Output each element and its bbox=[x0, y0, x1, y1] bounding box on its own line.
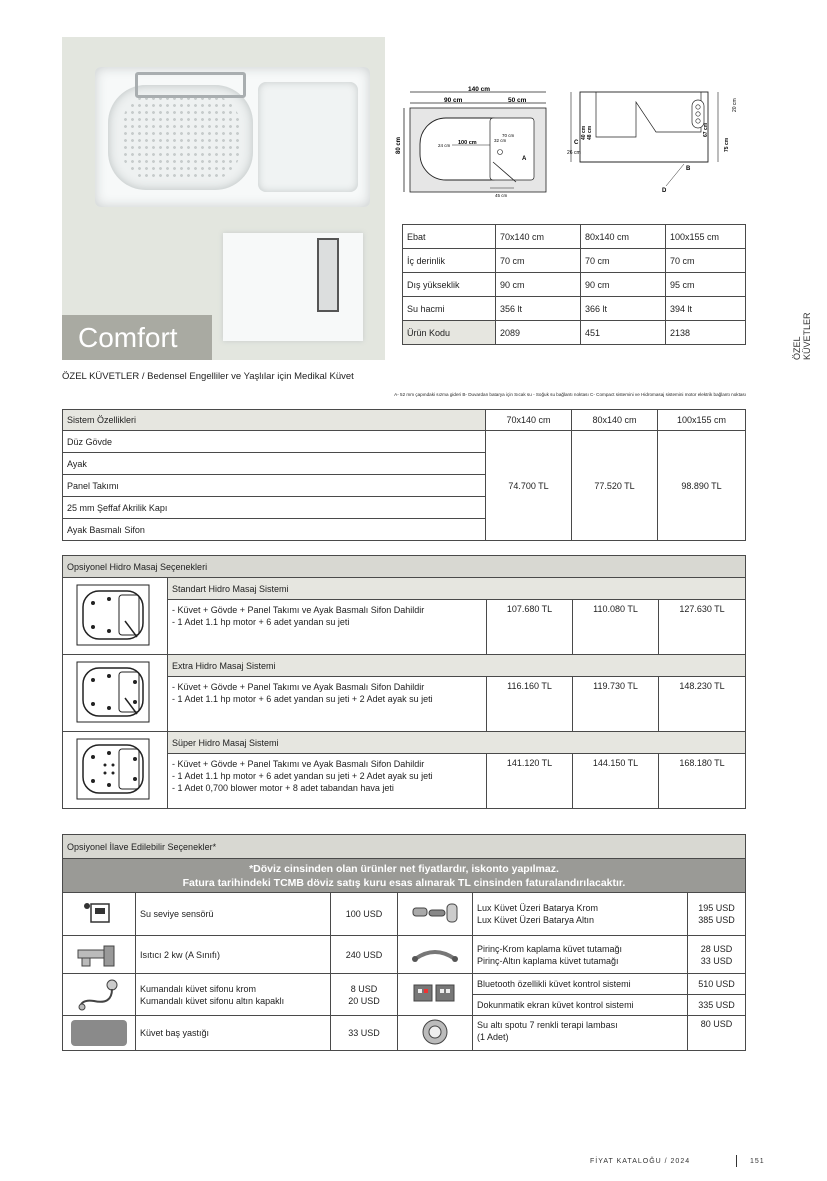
dim-100: 100 cm bbox=[458, 140, 477, 146]
water-level-sensor-icon bbox=[79, 898, 119, 928]
dim-75: 75 cm bbox=[724, 137, 730, 152]
bathtub-handle-icon bbox=[409, 941, 461, 967]
dim-67: 67 cm bbox=[703, 122, 709, 137]
dim-45: 45 cm bbox=[495, 193, 508, 198]
table-row: Kumandalı küvet sifonu krom Kumandalı küvet sifonu altın kapaklı 8 USD 20 USD Bluetooth özellikli küvet kontrol sistemi 510 USD bbox=[63, 974, 746, 995]
table-row: Isıtıcı 2 kw (A Sınıfı) 240 USD Pirinç-Krom kaplama küvet tutamağı Pirinç-Altın kaplama küvet tutamağı 28 USD 33 USD bbox=[63, 936, 746, 974]
footer-divider bbox=[736, 1155, 737, 1167]
bath-faucet-icon bbox=[409, 898, 461, 928]
hydro-extra-diagram-icon bbox=[65, 658, 161, 726]
hydro-massage-table bbox=[62, 555, 746, 809]
section-header-row: Opsiyonel Hidro Masaj Seçenekleri bbox=[63, 556, 746, 578]
hydro-super-image bbox=[63, 732, 168, 809]
letter-a: A bbox=[522, 156, 527, 162]
footnote: A- 52 mm çapındaki sızma gideri B- Duvardan batarya için Sıcak su - Soğuk su bağlantı noktası C- Compact sistemini ve Hidromasaj sistemini motor elektrik bağlantı noktası bbox=[394, 392, 746, 397]
table-row: Küvet baş yastığı 33 USD Su altı spotu 7 renkli terapi lambası (1 Adet) 80 USD bbox=[63, 1016, 746, 1051]
system-features-table bbox=[62, 409, 746, 541]
side-view-drawing bbox=[566, 82, 746, 200]
top-view-drawing bbox=[398, 82, 566, 200]
spec-row: İç derinlik 70 cm 70 cm 70 cm bbox=[403, 249, 746, 273]
handrail bbox=[135, 72, 246, 98]
table-header-row: Sistem Özellikleri 70x140 cm 80x140 cm 100x155 cm bbox=[63, 410, 746, 431]
dim-80: 80 cm bbox=[396, 136, 402, 154]
price-80x140: 77.520 TL bbox=[572, 431, 658, 541]
spec-row: Su hacmi 356 lt 366 lt 394 lt bbox=[403, 297, 746, 321]
spec-row: Ürün Kodu 2089 451 2138 bbox=[403, 321, 746, 345]
price-100x155: 98.890 TL bbox=[658, 431, 746, 541]
product-name: Comfort bbox=[62, 315, 212, 360]
dim-32: 32 cm bbox=[494, 138, 507, 143]
dim-40-side: 40 cm bbox=[581, 125, 587, 140]
category-side-label: ÖZEL KÜVETLER bbox=[792, 312, 812, 360]
table-row: Ayak Basmalı Sifon bbox=[63, 519, 746, 541]
dim-24: 24 cm bbox=[438, 143, 451, 148]
hydro-option-title-row: Standart Hidro Masaj Sistemi bbox=[63, 578, 746, 600]
hydro-option-title-row: Süper Hidro Masaj Sistemi bbox=[63, 732, 746, 754]
page-number: 151 bbox=[750, 1158, 765, 1165]
page-subtitle: ÖZEL KÜVETLER / Bedensel Engelliler ve Yaşlılar için Medikal Küvet bbox=[62, 371, 354, 382]
table-row: Ayak bbox=[63, 453, 746, 475]
section-header-row: Opsiyonel İlave Edilebilir Seçenekler* bbox=[63, 835, 746, 859]
hydro-option-detail-row: - Küvet + Gövde + Panel Takımı ve Ayak Basmalı Sifon Dahildir - 1 Adet 1.1 hp motor + 6 adet yandan su jeti 107.680 TL 110.080 TL 127.630 TL bbox=[63, 600, 746, 655]
spec-table bbox=[402, 224, 746, 345]
control-panel-icon bbox=[408, 979, 462, 1009]
currency-note-row: *Döviz cinsinden olan ürünler net fiyatlardır, iskonto yapılmaz. Fatura tarihindeki TCMB döviz satış kuru esas alınarak TL cinsinden faturalandırılacaktır. bbox=[63, 859, 746, 893]
hydro-option-detail-row: - Küvet + Gövde + Panel Takımı ve Ayak Basmalı Sifon Dahildir - 1 Adet 1.1 hp motor + 6 adet yandan su jeti + 2 Adet ayak su jeti 116.160 TL 119.730 TL 148.230 TL bbox=[63, 677, 746, 732]
dim-50: 50 cm bbox=[508, 97, 527, 104]
table-row: Düz Gövde 74.700 TL 77.520 TL 98.890 TL bbox=[63, 431, 746, 453]
hydro-standard-diagram-icon bbox=[65, 581, 161, 649]
table-row: Panel Takımı bbox=[63, 475, 746, 497]
hydro-option-detail-row: - Küvet + Gövde + Panel Takımı ve Ayak Basmalı Sifon Dahildir - 1 Adet 1.1 hp motor + 6 adet yandan su jeti + 2 Adet ayak su jeti - 1 Adet 0,700 blower motor + 8 adet tabandan hava jeti 141.120 TL 144.150 TL 168.180 TL bbox=[63, 754, 746, 809]
drain-siphon-icon bbox=[74, 977, 124, 1011]
hydro-standard-image bbox=[63, 578, 168, 655]
table-row: 25 mm Şeffaf Akrilik Kapı bbox=[63, 497, 746, 519]
letter-c: C bbox=[574, 140, 579, 146]
underwater-spotlight-icon bbox=[415, 1017, 455, 1047]
anti-slip-pattern bbox=[122, 95, 240, 180]
hydro-option-title-row: Extra Hidro Masaj Sistemi bbox=[63, 655, 746, 677]
spec-row: Dış yükseklik 90 cm 90 cm 95 cm bbox=[403, 273, 746, 297]
bathtub-seat bbox=[258, 82, 358, 192]
dim-140: 140 cm bbox=[468, 86, 491, 93]
price-70x140: 74.700 TL bbox=[486, 431, 572, 541]
headrest-icon bbox=[71, 1020, 127, 1046]
bathtub-side-view-image bbox=[223, 233, 363, 341]
letter-b: B bbox=[686, 166, 691, 172]
dim-90: 90 cm bbox=[444, 97, 463, 104]
dim-48: 48 cm bbox=[587, 125, 593, 140]
dim-70: 70 cm bbox=[502, 133, 515, 138]
bathtub-door bbox=[317, 238, 339, 312]
hydro-super-diagram-icon bbox=[65, 735, 161, 803]
table-row: Dokunmatik ekran küvet kontrol sistemi 335 USD bbox=[63, 995, 746, 1016]
footer-catalog: FİYAT KATALOĞU / 2024 bbox=[590, 1158, 691, 1165]
hydro-extra-image bbox=[63, 655, 168, 732]
table-row: Su seviye sensörü 100 USD Lux Küvet Üzeri Batarya Krom Lux Küvet Üzeri Batarya Altın 195 USD 385 USD bbox=[63, 893, 746, 936]
letter-d: D bbox=[662, 188, 667, 194]
spec-row: Ebat 70x140 cm 80x140 cm 100x155 cm bbox=[403, 225, 746, 249]
extras-table bbox=[62, 834, 746, 1051]
dim-20: 20 cm bbox=[732, 98, 738, 112]
dim-26: 26 cm bbox=[567, 150, 581, 156]
heater-icon bbox=[74, 940, 124, 968]
